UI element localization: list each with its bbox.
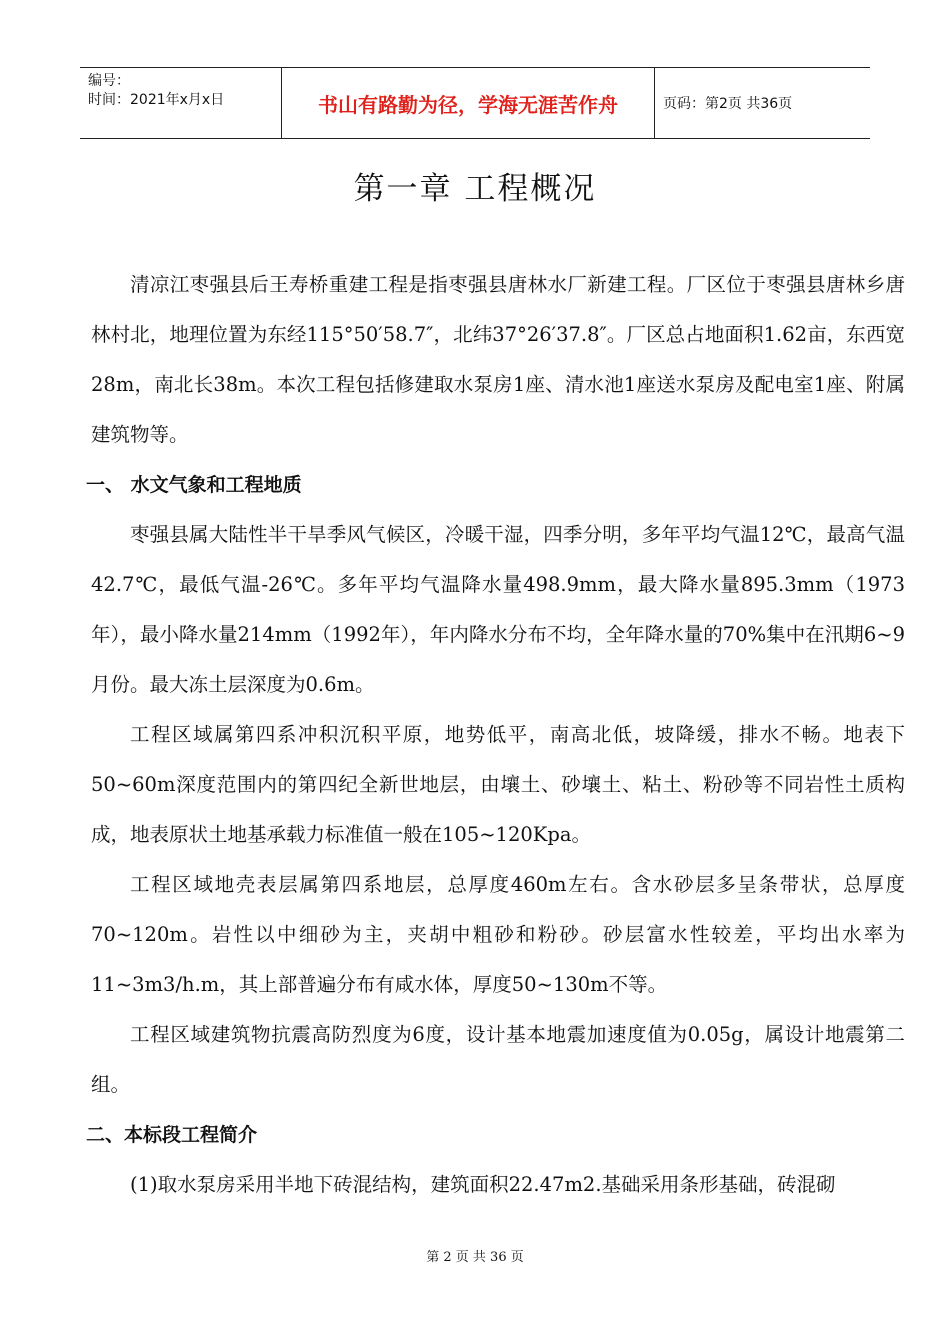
section-heading-1: 一、 水文气象和工程地质 [86, 474, 302, 496]
chapter-title: 第一章 工程概况 [353, 171, 597, 207]
number-label: 编号： [88, 73, 130, 89]
header-meta [88, 72, 280, 110]
body-paragraph: 工程区域地壳表层属第四系地层，总厚度460m左右。含水砂层多呈条带状，总厚度70~120m。岩性以中细砂为主，夹胡中粗砂和粉砂。砂层富水性较差，平均出水率为11~3m3/h.m，其上部普遍分布有咸水体，厚度50~130m不等。 [91, 873, 905, 996]
document-body [86, 260, 905, 1210]
intro-paragraph: 清凉江枣强县后王寿桥重建工程是指枣强县唐林水厂新建工程。厂区位于枣强县唐林乡唐林村北，地理位置为东经115°50′58.7″，北纬37°26′37.8″。厂区总占地面积1.62亩，东西宽28m，南北长38m。本次工程包括修建取水泵房1座、清水池1座送水泵房及配电室1座、附属建筑物等。 [91, 273, 905, 446]
body-paragraph: 工程区域建筑物抗震高防烈度为6度，设计基本地震加速度值为0.05g，属设计地震第二组。 [91, 1023, 905, 1096]
body-paragraph: 枣强县属大陆性半干旱季风气候区，冷暖干湿，四季分明，多年平均气温12℃，最高气温42.7℃，最低气温-26℃。多年平均气温降水量498.9mm，最大降水量895.3mm（1973年），最小降水量214mm（1992年），年内降水分布不均，全年降水量的70%集中在汛期6~9月份。最大冻土层深度为0.6m。 [91, 523, 905, 696]
page-header [80, 67, 870, 139]
time-label: 时间：2021年x月x日 [88, 92, 225, 108]
header-motto: 书山有路勤为径，学海无涯苦作舟 [281, 68, 655, 138]
section-heading-2: 二、本标段工程简介 [86, 1124, 258, 1146]
body-paragraph: (1)取水泵房采用半地下砖混结构，建筑面积22.47m2.基础采用条形基础，砖混砌 [130, 1173, 836, 1196]
header-page-info: 页码：第2页 共36页 [663, 96, 793, 112]
page-footer: 第 2 页 共 36 页 [426, 1250, 524, 1265]
body-paragraph: 工程区域属第四系冲积沉积平原，地势低平，南高北低，坡降缓，排水不畅。地表下50~60m深度范围内的第四纪全新世地层，由壤土、砂壤土、粘土、粉砂等不同岩性土质构成，地表原状土地基承载力标准值一般在105~120Kpa。 [91, 723, 905, 846]
